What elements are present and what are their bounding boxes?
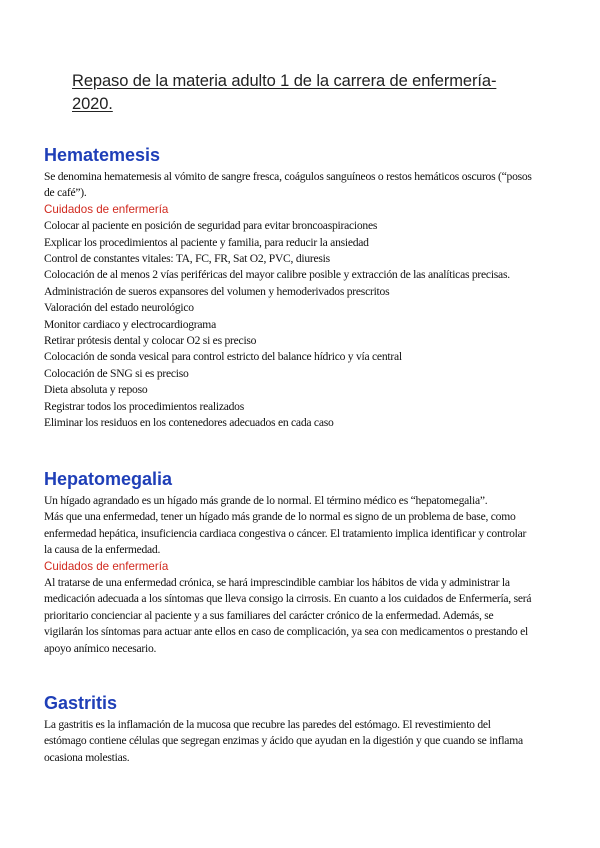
care-item: Control de constantes vitales: TA, FC, FR, Sat O2, PVC, diuresis — [44, 252, 330, 266]
care-item: Explicar los procedimientos al paciente y familia, para reducir la ansiedad — [44, 235, 369, 249]
section-gastritis — [44, 692, 534, 766]
hepatomegalia-definition: Un hígado agrandado es un hígado más grande de lo normal. El término médico es “hepatomegalia”. — [44, 494, 488, 507]
care-item: Dieta absoluta y reposo — [44, 383, 148, 397]
section-hematemesis — [44, 144, 534, 432]
hepatomegalia-care-heading: Cuidados de enfermería — [44, 559, 169, 573]
care-item: Colocación de SNG si es preciso — [44, 366, 189, 380]
care-item: Eliminar los residuos en los contenedores adecuados en cada caso — [44, 416, 334, 430]
hepatomegalia-care-text: Al tratarse de una enfermedad crónica, se hará imprescindible cambiar los hábitos de vida y administrar la medicación adecuada a los síntomas que lleva consigo la cirrosis. En cuanto a los cuidados de Enfermería, será prioritario concienciar al paciente y a sus familiares del carácter crónico de la enfermedad. Además, se vigilarán los síntomas para actuar ante ellos en caso de complicación, ya sea con medicamentos o prestando el apoyo anímico necesario. — [44, 576, 532, 655]
hematemesis-definition: Se denomina hematemesis al vómito de sangre fresca, coágulos sanguíneos o restos hemáticos oscuros (“posos de café”). — [44, 170, 532, 200]
care-item: Valoración del estado neurológico — [44, 301, 194, 315]
care-item: Administración de sueros expansores del volumen y hemoderivados prescritos — [44, 284, 390, 298]
document-title: Repaso de la materia adulto 1 de la carrera de enfermería- 2020. — [72, 72, 497, 113]
hematemesis-care-heading: Cuidados de enfermería — [44, 202, 169, 216]
care-item: Colocar al paciente en posición de seguridad para evitar broncoaspiraciones — [44, 219, 378, 233]
gastritis-definition: La gastritis es la inflamación de la mucosa que recubre las paredes del estómago. El revestimiento del estómago contiene células que segregan enzimas y ácido que ayudan en la digestión y que cuando se inflama ocasiona molestias. — [44, 718, 523, 764]
care-item: Retirar prótesis dental y colocar O2 si es preciso — [44, 334, 257, 348]
hematemesis-care-list — [44, 218, 534, 431]
section-heading-gastritis: Gastritis — [44, 693, 118, 713]
care-item: Registrar todos los procedimientos realizados — [44, 399, 244, 413]
care-item: Monitor cardiaco y electrocardiograma — [44, 317, 216, 331]
care-item: Colocación de sonda vesical para control estricto del balance hídrico y vía central — [44, 350, 402, 364]
section-heading-hematemesis: Hematemesis — [44, 145, 161, 165]
section-heading-hepatomegalia: Hepatomegalia — [44, 469, 173, 489]
section-hepatomegalia — [44, 468, 534, 657]
hepatomegalia-detail: Más que una enfermedad, tener un hígado más grande de lo normal es signo de un problema de base, como enfermedad hepática, insuficiencia cardiaca congestiva o cáncer. El tratamiento implica identificar y controlar la causa de la enfermedad. — [44, 510, 527, 557]
care-item: Colocación de al menos 2 vías periféricas del mayor calibre posible y extracción de las analíticas precisas. — [44, 268, 510, 282]
